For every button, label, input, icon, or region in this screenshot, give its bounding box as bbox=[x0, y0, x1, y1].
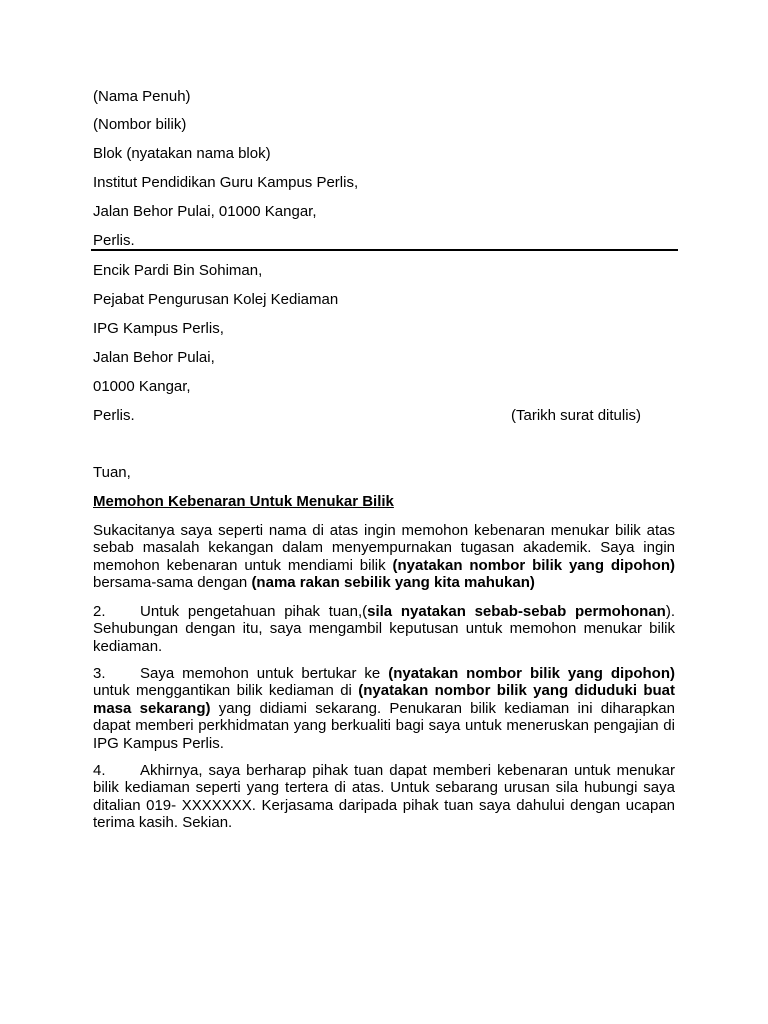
recipient-campus: IPG Kampus Perlis, bbox=[93, 320, 224, 337]
paragraph-3-text-b: untuk menggantikan bilik kediaman di bbox=[93, 682, 359, 700]
paragraph-4-text-a: Akhirnya, saya berharap pihak tuan dapat memberi kebenaran untuk menukar bilik kediaman seperti yang tertera di atas. Untuk sebarang urusan sila hubungi saya ditalian 019- XXXXXXX. Kerjasama daripada pihak tuan saya dahului dengan ucapan terima kasih. Sekian. bbox=[93, 762, 675, 832]
paragraph-1-text-a: Sukacitanya saya seperti nama di atas ingin memohon kebenaran menukar bilik atas sebab masalah kekangan dalam menyempurnakan tugasan akademik. Saya ingin memohon kebenaran untuk mendiami bilik bbox=[93, 522, 675, 574]
paragraph-3-bold-a: (nyatakan nombor bilik yang dipohon) bbox=[388, 665, 675, 682]
paragraph-4-number: 4. bbox=[93, 762, 106, 779]
paragraph-2-number: 2. bbox=[93, 603, 106, 620]
sender-street: Jalan Behor Pulai, 01000 Kangar, bbox=[93, 203, 317, 220]
sender-room: (Nombor bilik) bbox=[93, 116, 187, 133]
paragraph-2-text-b: ). Sehubungan dengan itu, saya mengambil keputusan untuk memohon menukar bilik kediaman. bbox=[93, 603, 676, 655]
sender-block: Blok (nyatakan nama blok) bbox=[93, 145, 271, 162]
letter-date: (Tarikh surat ditulis) bbox=[511, 407, 642, 424]
paragraph-3-text-a: Saya memohon untuk bertukar ke bbox=[140, 665, 389, 682]
sender-institution: Institut Pendidikan Guru Kampus Perlis, bbox=[93, 174, 359, 191]
paragraph-4 bbox=[93, 762, 675, 832]
paragraph-1 bbox=[93, 522, 675, 592]
paragraph-3-bold-b: (nyatakan nombor bilik yang diduduki buat masa sekarang) bbox=[93, 682, 676, 717]
header-divider bbox=[91, 249, 678, 251]
paragraph-1-bold-b: (nama rakan sebilik yang kita mahukan) bbox=[251, 574, 535, 592]
sender-name: (Nama Penuh) bbox=[93, 88, 191, 105]
sender-state: Perlis. bbox=[93, 232, 135, 249]
paragraph-1-text-b: bersama-sama dengan bbox=[93, 574, 252, 592]
paragraph-2-text-a: Untuk pengetahuan pihak tuan,( bbox=[140, 603, 368, 620]
recipient-office: Pejabat Pengurusan Kolej Kediaman bbox=[93, 291, 339, 308]
recipient-name: Encik Pardi Bin Sohiman, bbox=[93, 262, 263, 279]
recipient-street: Jalan Behor Pulai, bbox=[93, 349, 215, 366]
subject-heading: Memohon Kebenaran Untuk Menukar Bilik bbox=[93, 493, 394, 510]
paragraph-1-bold-a: (nyatakan nombor bilik yang dipohon) bbox=[392, 556, 675, 574]
paragraph-3 bbox=[93, 665, 675, 752]
paragraph-2 bbox=[93, 603, 675, 655]
paragraph-2-bold-a: sila nyatakan sebab-sebab permohonan bbox=[367, 603, 666, 620]
paragraph-3-number: 3. bbox=[93, 665, 106, 682]
recipient-state: Perlis. bbox=[93, 407, 135, 424]
recipient-postcode: 01000 Kangar, bbox=[93, 378, 191, 395]
paragraph-3-text-c: yang didiami sekarang. Penukaran bilik kediaman ini diharapkan dapat memberi perkhidmatan yang berkualiti bagi saya untuk meneruskan pengajian di IPG Kampus Perlis. bbox=[93, 699, 675, 752]
salutation: Tuan, bbox=[93, 464, 131, 481]
